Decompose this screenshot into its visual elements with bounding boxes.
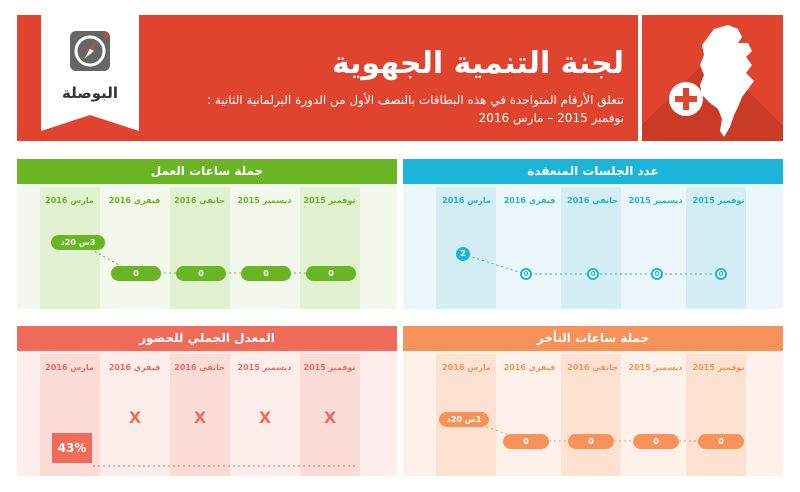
panel-title: المعدل الجملي للحضور [17,326,397,351]
month-label: جانفي 2016 [567,196,618,205]
panel-title: جملة ساعات التأخر [403,326,783,351]
page-subtitle: تتعلق الأرقام المتواجدة في هذه البطاقات بالنصف الأول من الدورة البرلمانية الثانية : [207,93,624,107]
value-dot: 0 [715,268,727,280]
month-label: فيفري 2016 [108,196,161,205]
albawsala-logo [41,15,139,131]
month-label: ديسمبر 2015 [237,363,292,372]
month-label: فيفري 2016 [108,363,161,372]
value-pill: 0 [633,434,679,449]
month-label: مارس 2016 [45,196,94,205]
value-pill: 0 [241,266,291,281]
month-label: فيفري 2016 [503,196,556,205]
value-pill: 0 [176,266,226,281]
panel-delay-hours [403,326,783,476]
month-label: نوفمبر 2015 [303,363,356,372]
month-label: ديسمبر 2015 [628,196,683,205]
value-dot: 0 [520,268,532,280]
no-data-mark: X [128,408,142,427]
month-label: مارس 2016 [442,196,491,205]
value-pill: 0 [568,434,614,449]
panel-title: عدد الجلسات المنعقدة [403,159,783,184]
month-label: مارس 2016 [45,363,94,372]
value-dot: 0 [651,268,663,280]
month-label: مارس 2016 [442,363,491,372]
month-label: ديسمبر 2015 [628,363,683,372]
panel-work-hours [17,159,397,309]
tunisia-map-icon [642,15,783,141]
month-label: نوفمبر 2015 [303,196,356,205]
trend-line [17,159,397,309]
no-data-mark: X [193,408,207,427]
page-period: نوفمبر 2015 – مارس 2016 [478,111,624,125]
value-dot: 0 [587,268,599,280]
page-title: لجنة التنمية الجهوية [331,46,624,81]
month-label: نوفمبر 2015 [692,196,745,205]
month-label: فيفري 2016 [503,363,556,372]
month-label: جانفي 2016 [174,363,225,372]
value-pill: 0 [306,266,356,281]
value-pill: 1س 20د [439,412,489,427]
value-pill: 0 [503,434,549,449]
month-label: نوفمبر 2015 [692,363,745,372]
month-label: جانفي 2016 [567,363,618,372]
panel-sessions [403,159,783,309]
tunisia-map-box [642,15,783,141]
attendance-value: 43% [52,433,92,463]
no-data-mark: X [258,408,272,427]
trend-line [403,159,783,309]
trend-line [403,326,783,476]
logo-text: البوصلة [61,84,118,102]
value-pill: 0 [111,266,161,281]
value-pill: 0 [698,434,744,449]
panel-title: جملة ساعات العمل [17,159,397,184]
value-pill: 3س 20د [51,235,105,250]
no-data-mark: X [323,408,337,427]
month-label: جانفي 2016 [174,196,225,205]
value-dot: 2 [456,247,470,261]
panel-attendance [17,326,397,476]
month-label: ديسمبر 2015 [237,196,292,205]
